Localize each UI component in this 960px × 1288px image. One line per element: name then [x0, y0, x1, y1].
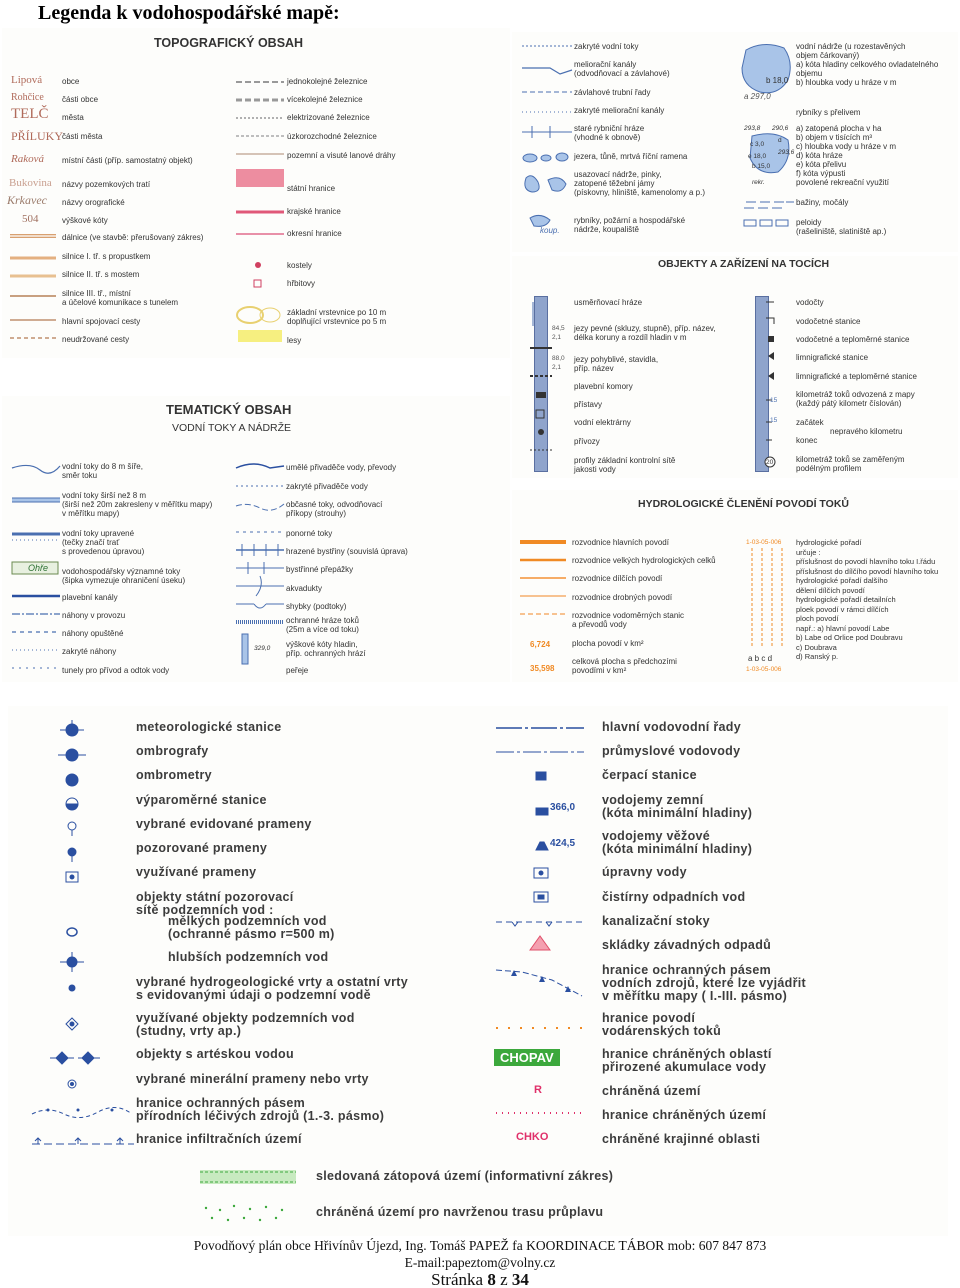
label-vodojemy-vezove: vodojemy věžové (kóta minimální hladiny): [602, 829, 753, 856]
label-ponorne-toky: ponorné toky: [286, 529, 333, 538]
label-vodni-elektrarny: vodní elektrárny: [574, 418, 631, 427]
water-top-panel: [512, 32, 958, 252]
label-pozemkove-trate: názvy pozemkových tratí: [62, 180, 151, 189]
thematic-panel: [2, 396, 510, 682]
lower-left-symbols: [28, 712, 138, 1154]
obj-num-2: 88,0: [552, 355, 565, 362]
objects-panel: [512, 256, 958, 478]
pond-n7: rekr.: [752, 179, 765, 186]
reservoir-symbol: [738, 40, 796, 100]
label-melioracni-kanaly: meliorační kanály (odvodňovací a závlahové): [574, 60, 670, 78]
label-cerpaci-stanice: čerpací stanice: [602, 768, 697, 782]
label-vrstevnice: základní vrstevnice po 10 m doplňující vrstevnice po 5 m: [287, 308, 387, 326]
label-jednokolejne: jednokolejné železnice: [287, 77, 368, 86]
label-vyskove-koty-hladin: výškové kóty hladin, příp. ochranných hrází: [286, 640, 366, 658]
hydro-code: 1-03-05-006: [746, 539, 782, 546]
chopav-sample: CHOPAV: [494, 1049, 560, 1066]
footer-email: E-mail:papeztom@volny.cz: [404, 1255, 556, 1270]
label-pristavy: přístavy: [574, 400, 603, 409]
label-vicekolejne: vícekolejné železnice: [287, 95, 363, 104]
label-ombrometry: ombrometry: [136, 768, 212, 782]
label-koup: koup.: [540, 226, 560, 235]
label-pond-desc: a) zatopená plocha v ha b) objem v tisících m³ c) hloubka vody u hráze v m d) kóta hráze e) kóta přelivu f) kóta výpusti povolené rekreační využití: [796, 124, 897, 187]
label-vyparomerne: výparoměrné stanice: [136, 793, 267, 807]
label-lecive-zdroje: hranice ochranných pásem přírodních léčivých zdrojů (1.-3. pásmo): [136, 1096, 385, 1123]
label-hydrogeologicke-vrty: vybrané hydrogeologické vrty a ostatní vrty s evidovanými údaji o podzemní vodě: [136, 975, 409, 1002]
label-statni-sit: objekty státní pozorovací sítě podzemních vod :: [136, 890, 294, 917]
label-zakryte-privadece: zakryté přivaděče vody: [286, 482, 368, 491]
obj-r-num-2: 20: [766, 459, 774, 466]
chko-sample: CHKO: [516, 1131, 549, 1143]
thematic-heading: TEMATICKÝ OBSAH: [166, 402, 292, 417]
hydro-num-1: 35,598: [530, 664, 555, 673]
hydro-panel: [512, 490, 958, 682]
label-pozorovane-prameny: pozorované prameny: [136, 841, 268, 855]
label-orograficke: názvy orografické: [62, 198, 125, 207]
label-mineralni-prameny: vybrané minerální prameny nebo vrty: [136, 1072, 369, 1086]
sample-lipova: Lipová: [11, 74, 43, 86]
label-meteorologicke: meteorologické stanice: [136, 720, 282, 734]
page-prefix: Stránka: [431, 1270, 488, 1288]
sample-504: 504: [22, 213, 39, 225]
objects-right-marks: [750, 296, 776, 476]
thematic-level: 329,0: [254, 645, 271, 652]
label-ochranne-hraze: ochranné hráze toků (25m a více od toku): [286, 616, 359, 634]
obj-r-num-0: 15: [770, 397, 778, 404]
hydro-lines: [518, 534, 568, 624]
hydro-code-lines: [748, 548, 788, 648]
label-rybnicni-hraze: staré rybniční hráze (vhodné k obnově): [574, 124, 645, 142]
label-dalnice: dálnice (ve stavbě: přerušovaný zákres): [62, 233, 204, 242]
label-chranena-uzemi: chráněná území: [602, 1084, 701, 1098]
label-tunely: tunely pro přívod a odtok vody: [62, 666, 170, 675]
label-nepraveho-km: nepravého kilometru: [830, 427, 903, 436]
label-krajske-hranice: krajské hranice: [287, 207, 341, 216]
reservoir-a: a 297,0: [744, 92, 771, 101]
label-jezy-pohyblive: jezy pohyblivé, stavidla, příp. název: [574, 355, 659, 373]
label-cistirny: čistírny odpadních vod: [602, 890, 746, 904]
hydro-code-2: 1-03-05-006: [746, 666, 782, 673]
label-ombrografy: ombrografy: [136, 744, 209, 758]
label-hrazene-bystriny: hrazené bystřiny (souvislá úprava): [286, 547, 408, 556]
label-plavebni-kanaly: plavební kanály: [62, 593, 118, 602]
label-plavebni-komory: plavební komory: [574, 382, 633, 391]
page-mid: z: [495, 1270, 512, 1288]
label-zakryte-nahony: zakryté náhony: [62, 647, 117, 656]
label-rozvodnice-drobne: rozvodnice drobných povodí: [572, 593, 673, 602]
sample-rakova: Raková: [11, 153, 44, 165]
objects-heading: OBJEKTY A ZAŘÍZENÍ NA TOCÍCH: [658, 258, 830, 270]
label-chranene-oblasti: hranice chráněných oblastí přirozené akumulace vody: [602, 1047, 772, 1074]
wetland-symbol: [742, 196, 798, 230]
pond-n2: c 3,0: [750, 141, 765, 148]
pond-n4: e 18,0: [748, 153, 767, 160]
label-plocha-povodi: plocha povodí v km²: [572, 639, 644, 648]
res-vezovy-value: 424,5: [550, 838, 576, 849]
label-nahony-provoz: náhony v provozu: [62, 611, 126, 620]
label-vyznamne-toky: vodohospodářsky významné toky (šipka vymezuje ohraničení úseku): [62, 567, 186, 585]
label-rybniky-preliv: rybníky s přelivem: [796, 108, 861, 117]
label-privozy: přívozy: [574, 437, 600, 446]
pond-n0: 293,8: [744, 125, 761, 132]
sample-rohcice: Rohčice: [11, 92, 44, 103]
label-evidovane-prameny: vybrané evidované prameny: [136, 817, 312, 831]
label-silnice-2: silnice II. tř. s mostem: [62, 270, 140, 279]
label-casti-obce: části obce: [62, 95, 99, 104]
label-usmernovaci-hraze: usměrňovací hráze: [574, 298, 643, 307]
res-zemni-value: 366,0: [550, 802, 576, 813]
label-vodovodni-rady: hlavní vodovodní řady: [602, 720, 741, 734]
label-vodocetne-teplomerne: vodočetné a teploměrné stanice: [796, 335, 910, 344]
sample-bukovina: Bukovina: [9, 177, 52, 189]
label-lanove-drahy: pozemní a visuté lanové dráhy: [287, 151, 396, 160]
label-infiltracni-uzemi: hranice infiltračních území: [136, 1132, 302, 1146]
obj-num-3: 2,1: [552, 364, 562, 371]
label-obce: obce: [62, 77, 80, 86]
pond-n1: 290,6: [772, 125, 789, 132]
label-rozvodnice-vodomerne: rozvodnice vodoměrných stanic a převodů vody: [572, 611, 685, 629]
label-silnice-1: silnice I. tř. s propustkem: [62, 252, 151, 261]
label-kilometraz-mapa: kilometráž toků odvozená z mapy (každý pátý kilometr číslován): [796, 390, 915, 408]
label-prumyslove-vodovody: průmyslové vodovody: [602, 744, 741, 758]
label-toky-upravene: vodní toky upravené (tečky značí trať s provedenou úpravou): [62, 529, 145, 556]
label-statni-hranice: státní hranice: [287, 184, 336, 193]
label-rozvodnice-dilci: rozvodnice dílčích povodí: [572, 574, 663, 583]
label-ochranna-pasma: hranice ochranných pásem vodních zdrojů, které lze vyjádřit v měřítku mapy ( I.-III. pásmo): [602, 963, 806, 1003]
label-jezy-pevne: jezy pevné (skluzy, stupně), příp. název, délka koruny a rozdíl hladin v m: [574, 324, 716, 342]
label-upravny-vody: úpravny vody: [602, 865, 687, 879]
label-uzkorozchodne: úzkorozchodné železnice: [287, 132, 377, 141]
label-zavlahove-rady: závlahové trubní řady: [574, 88, 651, 97]
label-elektrizovane: elektrizované železnice: [287, 113, 370, 122]
label-celkova-plocha: celková plocha s předchozími povodími v km²: [572, 657, 677, 675]
lower-panel: [8, 706, 948, 1236]
pond-n5: 293,6: [778, 149, 795, 156]
label-vodocty: vodočty: [796, 298, 824, 307]
label-akvadukty: akvadukty: [286, 584, 323, 593]
label-arteska-voda: objekty s artéskou vodou: [136, 1047, 294, 1061]
label-vyuzivane-prameny: využívané prameny: [136, 865, 257, 879]
page-number: 8: [487, 1270, 496, 1288]
label-hranice-chranenych: hranice chráněných území: [602, 1108, 767, 1122]
label-vyskove-koty: výškové kóty: [62, 216, 108, 225]
page-title: Legenda k vodohospodářské mapě:: [38, 2, 340, 24]
label-lesy: lesy: [287, 336, 302, 345]
label-zatopova-uzemi: sledovaná zátopová území (informativní zákres): [316, 1169, 614, 1183]
topo-panel: [2, 28, 510, 358]
footer-page: [0, 1270, 960, 1288]
label-mesta: města: [62, 113, 84, 122]
label-hrbitovy: hřbitovy: [287, 279, 316, 288]
label-shybky: shybky (podtoky): [286, 602, 347, 611]
label-zakryte-toky: zakryté vodní toky: [574, 42, 639, 51]
rail-symbols: [234, 72, 286, 342]
label-vodojemy-zemni: vodojemy zemní (kóta minimální hladiny): [602, 793, 753, 820]
ohre-sample: Ohře: [28, 563, 49, 573]
obj-num-1: 2,1: [552, 334, 562, 341]
label-bazini: bažiny, močály: [796, 198, 849, 207]
label-kilometraz-profil: kilometráž toků se zaměřeným podélným profilem: [796, 455, 905, 473]
bottom-symbols: [198, 1166, 298, 1226]
sample-priluky: PŘÍLUKY: [11, 129, 64, 143]
label-usazovaci-nadrze: usazovací nádrže, pinky, zatopené těžební jámy (pískovny, hliniště, kamenolomy a p.): [574, 170, 706, 197]
label-zacatek: začátek: [796, 418, 824, 427]
hydro-heading: HYDROLOGICKÉ ČLENĚNÍ POVODÍ TOKŮ: [638, 498, 849, 510]
label-vodni-nadrze: vodní nádrže (u rozestavěných objem čárkovaný) a) kóta hladiny celkového ovladatelného objemu b) hloubka vody u hráze v m: [796, 42, 939, 87]
label-konec: konec: [796, 436, 818, 445]
label-rozvodnice-hlavni: rozvodnice hlavních povodí: [572, 538, 669, 547]
hydro-num-0: 6,724: [530, 640, 551, 649]
label-vyuzivane-objekty: využívané objekty podzemních vod (studny, vrty ap.): [136, 1011, 355, 1038]
label-melke-vody: mělkých podzemních vod (ochranné pásmo r=500 m): [168, 914, 335, 941]
label-hranice-povodi: hranice povodí vodárenských toků: [602, 1011, 722, 1038]
label-nahony-opustene: náhony opuštěné: [62, 629, 124, 638]
label-rozvodnice-velke: rozvodnice velkých hydrologických celků: [572, 556, 716, 565]
label-bystrinne-prepazky: bystřinné přepážky: [286, 565, 354, 574]
pond-n3: d: [778, 137, 782, 144]
label-peloidy: peloidy (rašeliniště, slatiniště ap.): [796, 218, 887, 236]
label-toky-sirsi: vodní toky širší než 8 m (širší než 20m zakresleny v měřítku mapy) v měřítku mapy): [62, 491, 213, 518]
label-toky-8m: vodní toky do 8 m šíře, směr toku: [62, 462, 143, 480]
label-rybniky-nadrze: rybníky, požární a hospodářské nádrže, koupaliště: [574, 216, 686, 234]
reservoir-b: b 18,0: [766, 76, 789, 85]
hydro-abcd: a b c d: [748, 654, 773, 663]
label-hydro-porad: hydrologické pořadí určuje : příslušnost do povodí hlavního toku I.řádu příslušnost do dílčího povodí hlavního toku hydrologické pořadí dalšího dělení dílčích povodí hydrologické pořadí detailních ploek povodí v rámci dílčích ploch povodí např.: a) hlavní povodí Labe b) Labe od Orlice pod Doubravu c) Doubrava d) Ranský p.: [796, 538, 939, 661]
label-hlubsi-vody: hlubších podzemních vod: [168, 950, 329, 964]
page-total: 34: [511, 1270, 529, 1288]
label-hlavni-cesty: hlavní spojovací cesty: [62, 317, 141, 326]
label-jezera: jezera, tůně, mrtvá říční ramena: [574, 152, 688, 161]
objects-left-marks: [528, 296, 554, 476]
label-neudrzovane-cesty: neudržované cesty: [62, 335, 130, 344]
label-limnigraficke-teplomerne: limnigrafické a teploměrné stanice: [796, 372, 917, 381]
label-pruplav: chráněná území pro navrženou trasu průplavu: [316, 1205, 604, 1219]
label-okresni-hranice: okresní hranice: [287, 229, 342, 238]
label-kanalizacni-stoky: kanalizační stoky: [602, 914, 710, 928]
footer-line1: Povodňový plán obce Hřivínův Újezd, Ing. Tomáš PAPEŽ fa KOORDINACE TÁBOR mob: 607 847 873: [193, 1238, 767, 1253]
label-mistni-casti: místní části (příp. samostatný objekt): [62, 156, 193, 165]
obj-r-num-1: 15: [770, 417, 778, 424]
label-pereje: peřeje: [286, 666, 309, 675]
topo-heading: TOPOGRAFICKÝ OBSAH: [154, 36, 304, 50]
label-umele-privadece: umělé přivaděče vody, převody: [286, 463, 397, 472]
label-vodocetne-stanice: vodočetné stanice: [796, 317, 861, 326]
r-sample: R: [534, 1084, 542, 1096]
label-chko: chráněné krajinné oblasti: [602, 1132, 761, 1146]
pond-n6: b 15,0: [752, 163, 771, 170]
label-obcasne-toky: občasné toky, odvodňovací příkopy (strouhy): [286, 500, 383, 518]
label-skladky: skládky závadných odpadů: [602, 938, 772, 952]
label-casti-mesta: části města: [62, 132, 103, 141]
water-top-symbols: [520, 36, 575, 236]
sample-krkavec: Krkavec: [7, 193, 47, 207]
label-silnice-3: silnice III. tř., místní a účelové komunikace s tunelem: [62, 289, 179, 307]
protected-border-line: [494, 1108, 586, 1118]
label-zakryte-kanaly: zakryté meliorační kanály: [574, 106, 665, 115]
label-profily-jakosti: profily základní kontrolní sítě jakosti vody: [574, 456, 676, 474]
label-kostely: kostely: [287, 261, 312, 270]
sample-telc: TELČ: [11, 106, 49, 122]
label-limnigraficke: limnigrafické stanice: [796, 353, 869, 362]
obj-num-0: 84,5: [552, 325, 565, 332]
road-symbols: [8, 228, 58, 348]
thematic-subheading: VODNÍ TOKY A NÁDRŽE: [172, 422, 292, 434]
